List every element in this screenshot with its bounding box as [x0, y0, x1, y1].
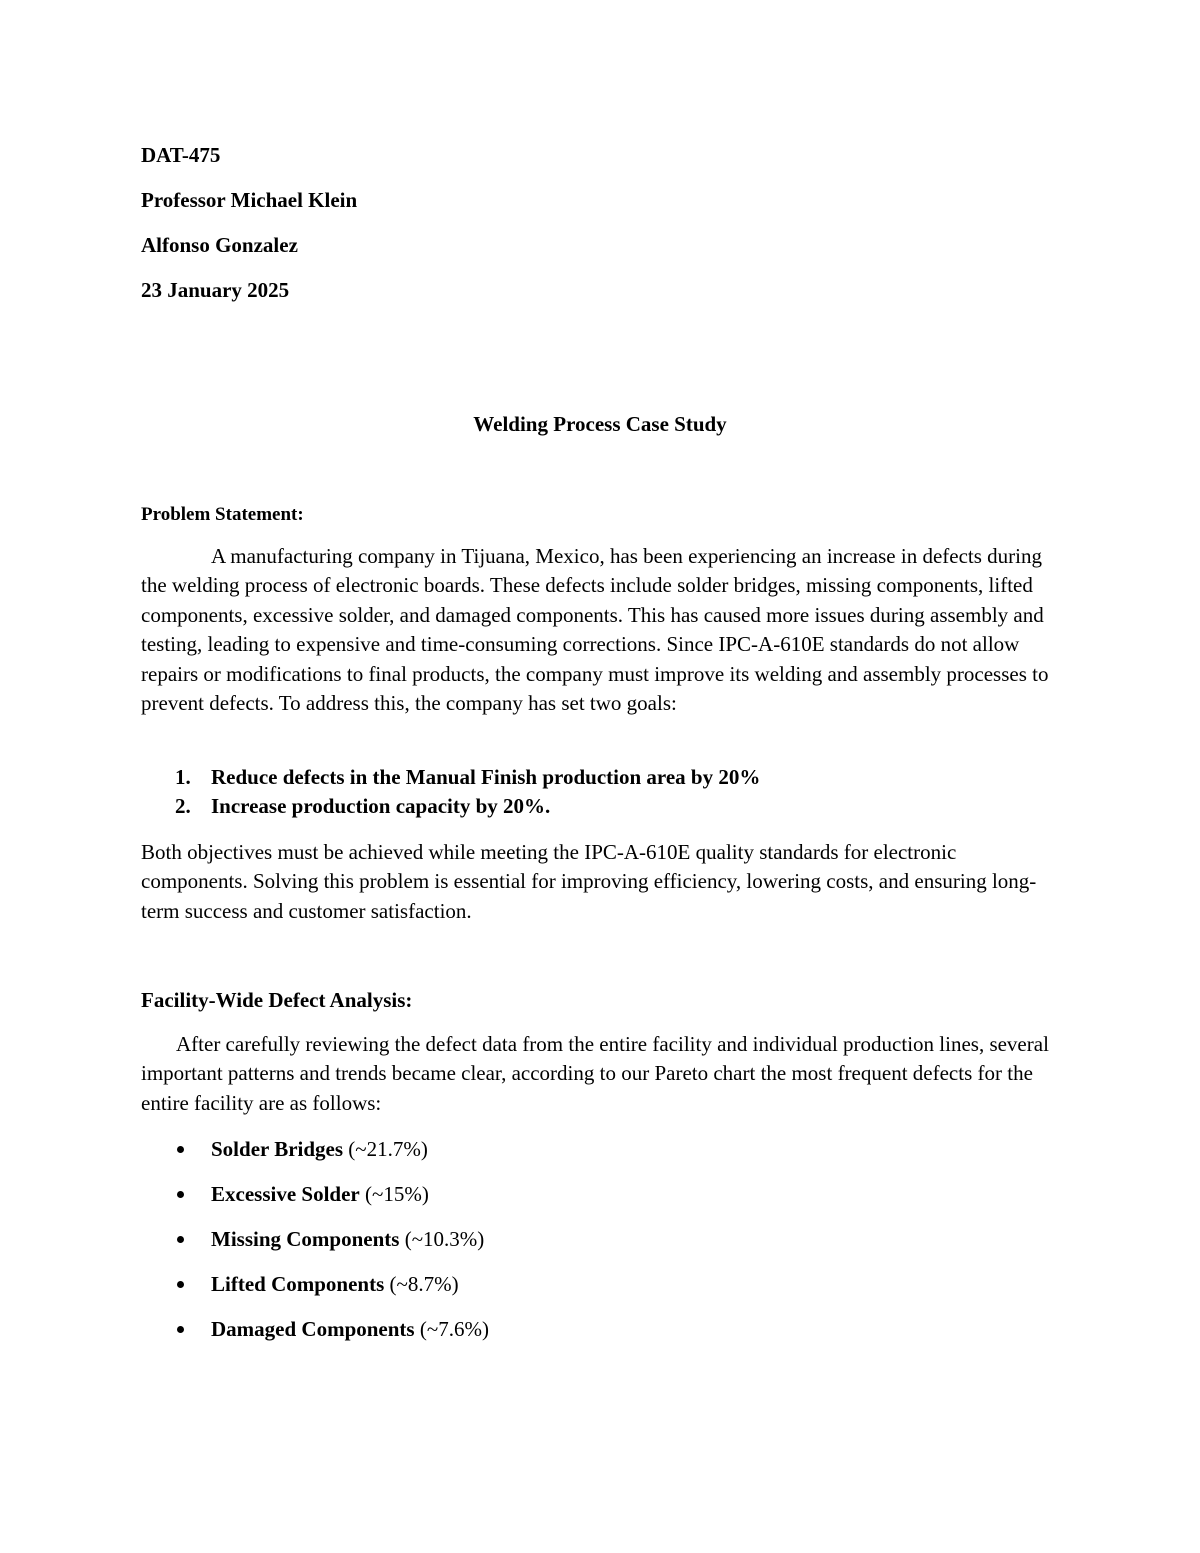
bullet-icon	[177, 1146, 184, 1153]
defect-item	[141, 1315, 489, 1344]
course-code: DAT-475	[141, 143, 221, 167]
goal-item	[141, 792, 760, 821]
defect-item	[141, 1270, 489, 1299]
defect-percent: (~7.6%)	[419, 1317, 489, 1341]
problem-statement-heading: Problem Statement:	[141, 504, 304, 525]
defect-percent: (~21.7%)	[348, 1137, 428, 1161]
goal-text: Increase production capacity by 20%.	[211, 794, 551, 818]
defect-name: Damaged Components	[211, 1317, 415, 1341]
defect-item	[141, 1225, 489, 1254]
defect-name: Excessive Solder	[211, 1182, 360, 1206]
student-name: Alfonso Gonzalez	[141, 233, 298, 257]
problem-statement-paragraph: A manufacturing company in Tijuana, Mexico, has been experiencing an increase in defects during the welding process of electronic boards. These defects include solder bridges, missing components, lifted components, excessive solder, and damaged components. This has caused more issues during assembly and testing, leading to expensive and time-consuming corrections. Since IPC-A-610E standards do not allow repairs or modifications to final products, the company must improve its welding and assembly processes to prevent defects. To address this, the company has set two goals:	[141, 544, 1049, 716]
defect-name: Lifted Components	[211, 1272, 385, 1296]
facility-analysis-heading: Facility-Wide Defect Analysis:	[141, 988, 413, 1012]
goal-list	[141, 763, 760, 821]
objectives-closing-paragraph: Both objectives must be achieved while meeting the IPC-A-610E quality standards for electronic components. Solving this problem is essential for improving efficiency, lowering costs, and ensuring long-term success and customer satisfaction.	[141, 840, 1037, 923]
defect-name: Missing Components	[211, 1227, 400, 1251]
bullet-icon	[177, 1191, 184, 1198]
defect-percent: (~15%)	[364, 1182, 429, 1206]
defect-name: Solder Bridges	[211, 1137, 344, 1161]
defect-percent: (~8.7%)	[389, 1272, 459, 1296]
defect-percent: (~10.3%)	[404, 1227, 485, 1251]
goal-text: Reduce defects in the Manual Finish production area by 20%	[211, 765, 761, 789]
goal-item	[141, 763, 760, 792]
header-block	[141, 143, 357, 323]
professor-name: Professor Michael Klein	[141, 188, 358, 212]
goal-number: 1.	[175, 765, 191, 789]
bullet-icon	[177, 1326, 184, 1333]
defect-item	[141, 1135, 489, 1164]
document-date: 23 January 2025	[141, 278, 290, 302]
bullet-icon	[177, 1281, 184, 1288]
goal-number: 2.	[175, 794, 191, 818]
defect-list	[141, 1135, 489, 1360]
facility-analysis-paragraph: After carefully reviewing the defect data from the entire facility and individual production lines, several important patterns and trends became clear, according to our Pareto chart the most frequent defects for the entire facility are as follows:	[141, 1032, 1049, 1115]
document-title: Welding Process Case Study	[473, 412, 727, 436]
defect-item	[141, 1180, 489, 1209]
bullet-icon	[177, 1236, 184, 1243]
